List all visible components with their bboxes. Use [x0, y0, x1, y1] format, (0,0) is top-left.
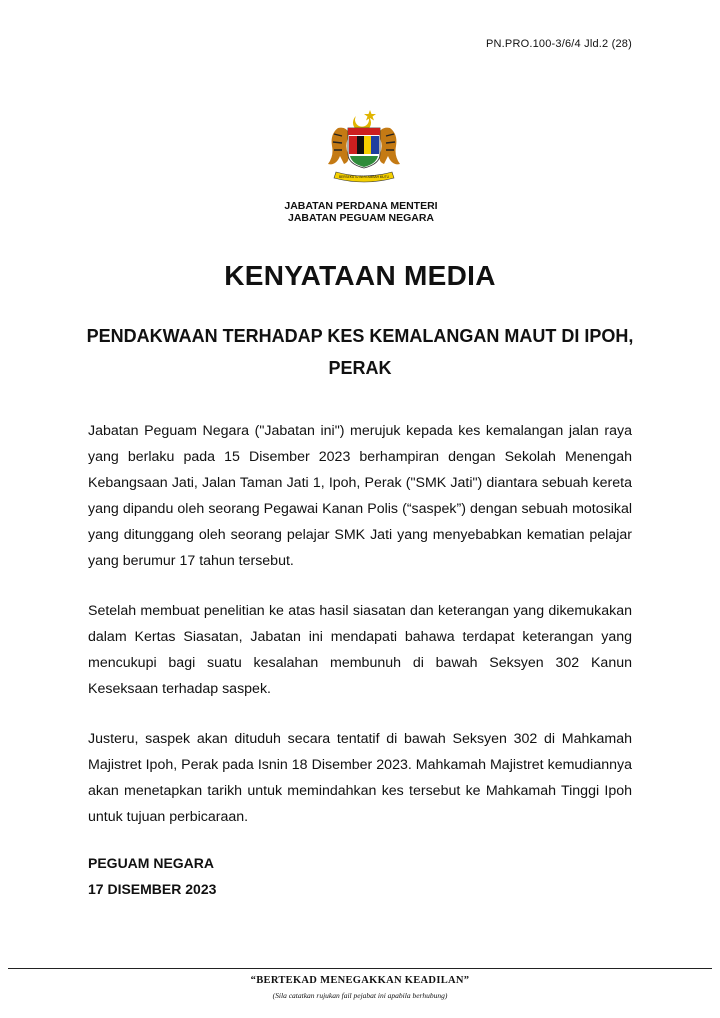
agency-header: [0, 200, 720, 224]
body-paragraph-3: Justeru, saspek akan dituduh secara tentatif di bawah Seksyen 302 di Mahkamah Majistret Ipoh, Perak pada Isnin 18 Disember 2023. Mahkamah Majistret kemudiannya akan menetapkan tarikh untuk memindahkan kes tersebut ke Mahkamah Tinggi Ipoh untuk tujuan perbicaraan.: [88, 731, 632, 825]
signature-block: [88, 850, 216, 902]
crest-scroll-text: BERSEKUTU BERTAMBAH MUTU: [338, 175, 390, 179]
footer-motto: “BERTEKAD MENEGAKKAN KEADILAN”: [250, 975, 470, 986]
footer-note: (Sila catatkan rujukan fail pejabat ini apabila berhubung): [272, 991, 448, 1000]
document-title: KENYATAAN MEDIA: [224, 260, 496, 291]
document-subtitle: PENDAKWAAN TERHADAP KES KEMALANGAN MAUT DI IPOH, PERAK: [86, 326, 634, 378]
agency-line-2: JABATAN PEGUAM NEGARA: [287, 212, 435, 224]
body-paragraph-1: Jabatan Peguam Negara ("Jabatan ini") merujuk kepada kes kemalangan jalan raya yang berlaku pada 15 Disember 2023 berhampiran dengan Sekolah Menengah Kebangsaan Jati, Jalan Taman Jati 1, Ipoh, Perak ("SMK Jati") diantara sebuah kereta yang dipandu oleh seorang Pegawai Kanan Polis (“saspek”) dengan sebuah motosikal yang ditunggang oleh seorang pelajar SMK Jati yang menyebabkan kematian pelajar yang berumur 17 tahun tersebut.: [88, 423, 632, 569]
reference-number: PN.PRO.100-3/6/4 Jld.2 (28): [485, 38, 632, 50]
footer-divider: [8, 968, 712, 969]
agency-line-1: JABATAN PERDANA MENTERI: [284, 200, 438, 212]
document-body: [88, 418, 632, 854]
signatory: PEGUAM NEGARA: [88, 855, 215, 871]
malaysia-coat-of-arms-icon: [316, 106, 412, 190]
document-date: 17 DISEMBER 2023: [88, 881, 217, 897]
body-paragraph-2: Setelah membuat penelitian ke atas hasil siasatan dan keterangan yang dikemukakan dalam Kertas Siasatan, Jabatan ini mendapati bahawa terdapat keterangan yang mencukupi bagi suatu kesalahan membunuh di bawah Seksyen 302 Kanun Keseksaan terhadap saspek.: [88, 603, 632, 697]
